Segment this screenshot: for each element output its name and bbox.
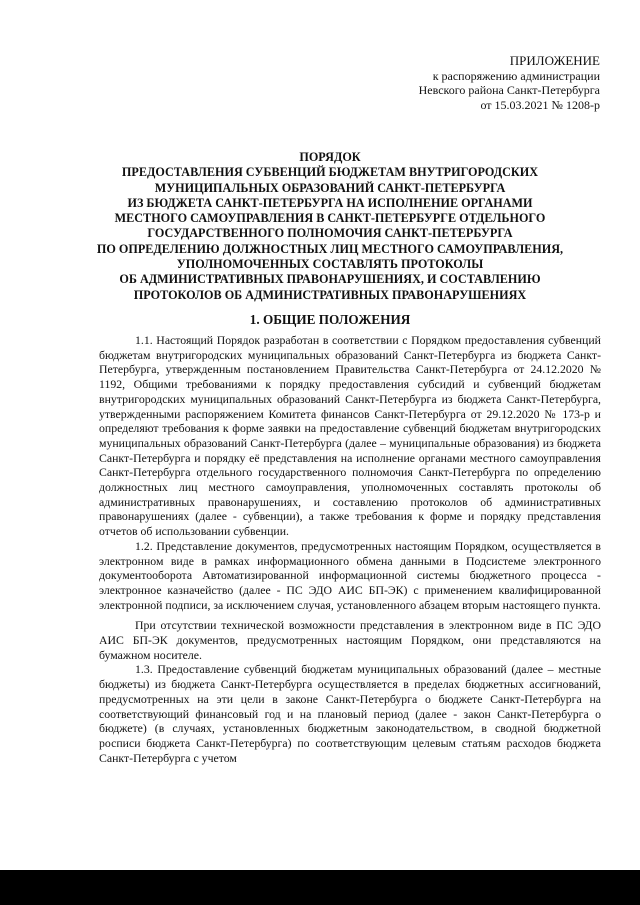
title-line: МУНИЦИПАЛЬНЫХ ОБРАЗОВАНИЙ САНКТ-ПЕТЕРБУРГА bbox=[154, 180, 506, 195]
annex-block bbox=[360, 54, 600, 112]
title-line: УПОЛНОМОЧЕННЫХ СОСТАВЛЯТЬ ПРОТОКОЛЫ bbox=[176, 257, 484, 272]
title-line: ПО ОПРЕДЕЛЕНИЮ ДОЛЖНОСТНЫХ ЛИЦ МЕСТНОГО САМОУПРАВЛЕНИЯ, bbox=[96, 241, 564, 256]
document-body bbox=[99, 333, 601, 765]
scan-bottom-bar bbox=[0, 870, 640, 905]
title-line: ОБ АДМИНИСТРАТИВНЫХ ПРАВОНАРУШЕНИЯХ, И СОСТАВЛЕНИЮ bbox=[119, 272, 541, 287]
document-title bbox=[60, 150, 600, 303]
title-line: ПРЕДОСТАВЛЕНИЯ СУБВЕНЦИЙ БЮДЖЕТАМ ВНУТРИГОРОДСКИХ bbox=[121, 165, 539, 180]
paragraph-1-2-second: При отсутствии технической возможности представления в электронном виде в ПС ЭДО АИС БП-ЭК документов, предусмотренных настоящим Порядком, они представляются на бумажном носителе. bbox=[99, 618, 601, 662]
annex-line: к распоряжению администрации bbox=[432, 68, 600, 83]
annex-heading: ПРИЛОЖЕНИЕ bbox=[509, 53, 600, 68]
title-line: ИЗ БЮДЖЕТА САНКТ-ПЕТЕРБУРГА НА ИСПОЛНЕНИЕ ОРГАНАМИ bbox=[127, 195, 533, 210]
paragraph-1-1: 1.1. Настоящий Порядок разработан в соответствии с Порядком предоставления субвенций бюджетам внутригородских муниципальных образований Санкт-Петербурга из бюджета Санкт-Петербурга, утвержденным постановлением Правительства Санкт-Петербурга от 24.12.2020 № 1192, Общими требованиями к порядку предоставления субсидий и субвенций бюджетам внутригородских муниципальных образований Санкт-Петербурга из бюджета Санкт-Петербурга, утвержденными распоряжением Комитета финансов Санкт-Петербурга от 29.12.2020 № 173-р и определяют требования к форме заявки на предоставление субвенций бюджетам внутригородских муниципальных образований Санкт-Петербурга (далее – муниципальные образования) из бюджета Санкт-Петербурга и порядку её представления на исполнение органами местного самоуправления Санкт-Петербурга отдельного государственного полномочия Санкт-Петербурга по определению должностных лиц местного самоуправления, уполномоченных составлять протоколы об административных правонарушениях, и составлению протоколов об административных правонарушениях (далее - субвенции), а также требования к форме и порядку представления отчетов об использовании субвенции. bbox=[99, 333, 601, 539]
paragraph-1-2: 1.2. Представление документов, предусмотренных настоящим Порядком, осуществляется в электронном виде в рамках информационного обмена данными в Подсистеме электронного документооборота Автоматизированной информационной системы бюджетного процесса - электронное казначейство (далее - ПС ЭДО АИС БП-ЭК) с применением квалифицированной электронной подписи, за исключением случая, установленного абзацем вторым настоящего пункта. bbox=[99, 538, 601, 612]
section-heading: 1. ОБЩИЕ ПОЛОЖЕНИЯ bbox=[249, 312, 411, 327]
title-line: МЕСТНОГО САМОУПРАВЛЕНИЯ В САНКТ-ПЕТЕРБУРГЕ ОТДЕЛЬНОГО bbox=[114, 211, 546, 226]
annex-date-number: от 15.03.2021 № 1208-р bbox=[480, 97, 600, 112]
title-line: ПОРЯДОК bbox=[299, 150, 361, 164]
annex-line: Невского района Санкт-Петербурга bbox=[418, 83, 600, 98]
paragraph-1-3: 1.3. Предоставление субвенций бюджетам муниципальных образований (далее – местные бюджеты) из бюджета Санкт-Петербурга осуществляется в пределах бюджетных ассигнований, предусмотренных на эти цели в законе Санкт-Петербурга о бюджете Санкт-Петербурга на соответствующий финансовый год и на плановый период (далее - закон Санкт-Петербурга о бюджете) (в случаях, установленных бюджетным законодательством, в сводной бюджетной росписи бюджета Санкт-Петербурга) по соответствующим целевым статьям расходов бюджета Санкт-Петербурга с учетом bbox=[99, 662, 601, 765]
title-line: ПРОТОКОЛОВ ОБ АДМИНИСТРАТИВНЫХ ПРАВОНАРУШЕНИЯХ bbox=[133, 287, 527, 302]
title-line: ГОСУДАРСТВЕННОГО ПОЛНОМОЧИЯ САНКТ-ПЕТЕРБУРГА bbox=[147, 226, 513, 241]
